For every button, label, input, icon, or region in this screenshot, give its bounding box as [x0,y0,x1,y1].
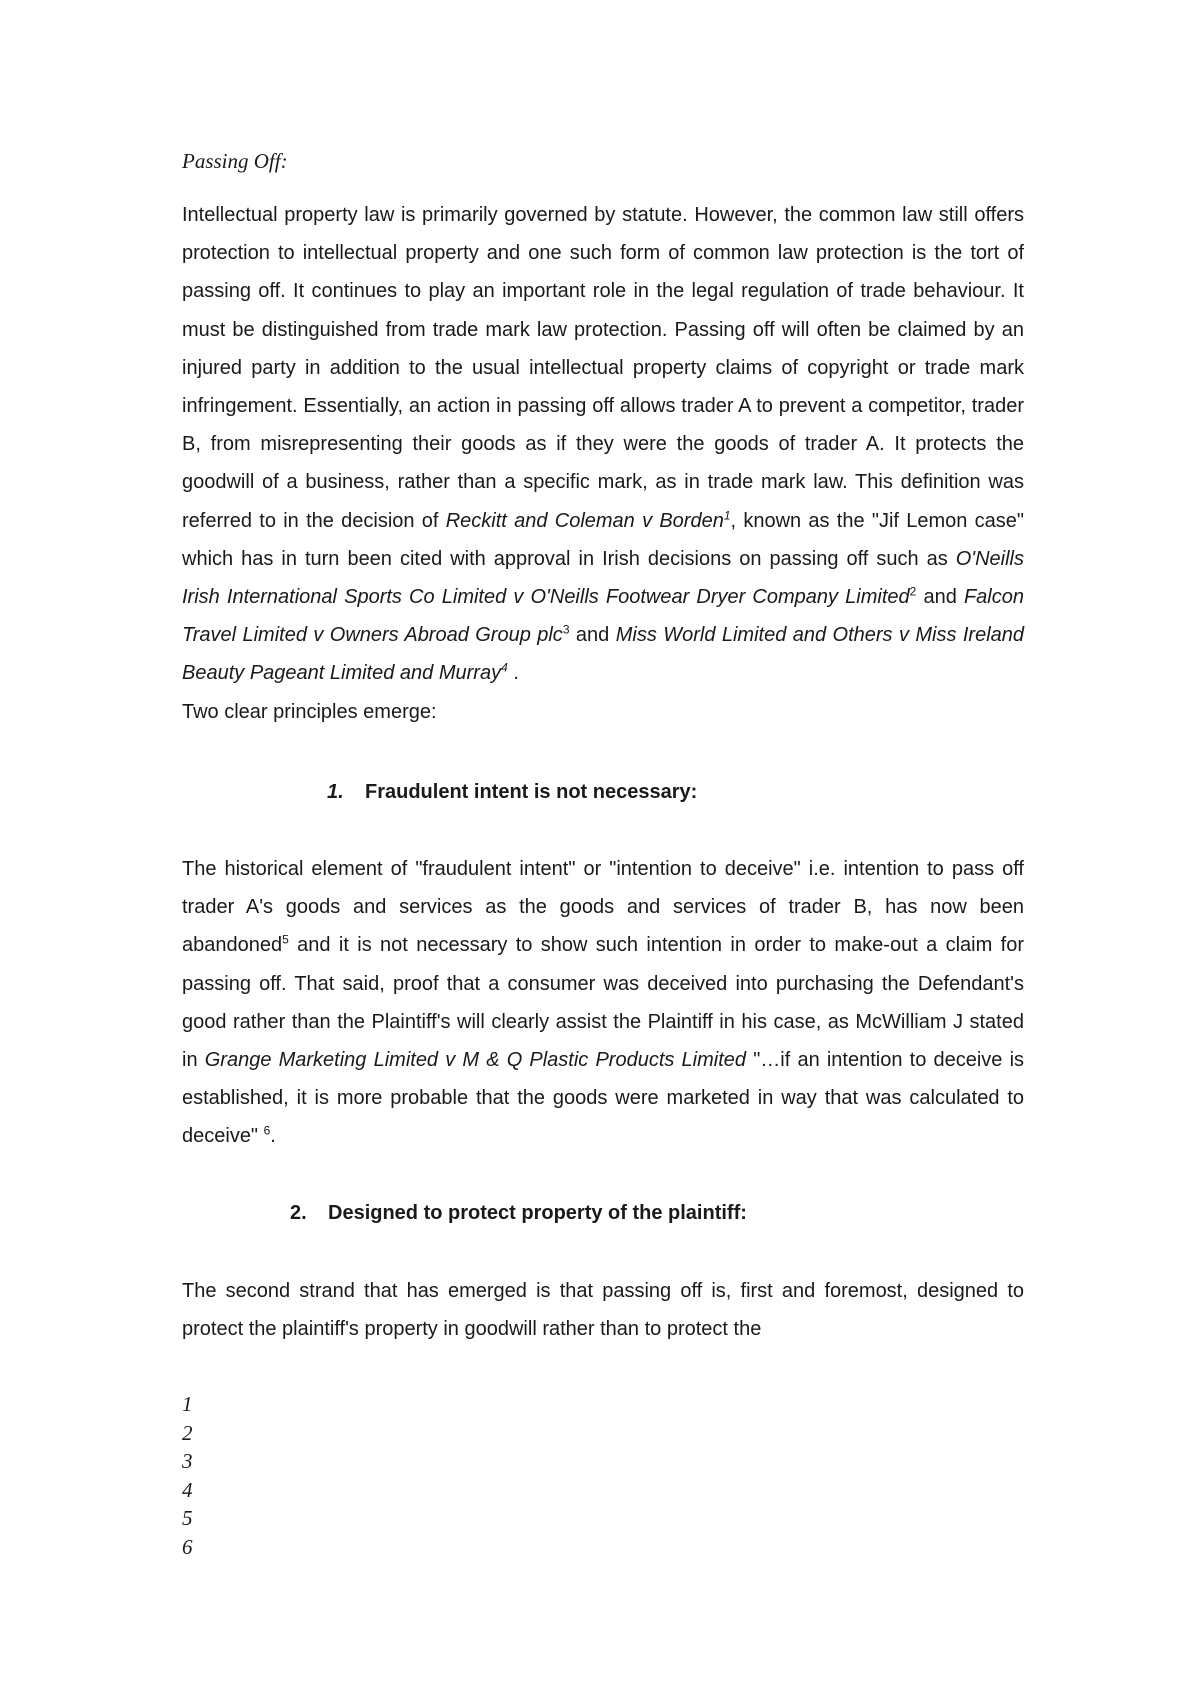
section-heading-2 [290,1200,747,1226]
section-1-paragraph [182,850,1024,1156]
footnote-ref-6: 6 [263,1123,271,1138]
footnote-ref-3: 3 [562,622,570,637]
page-title: Passing Off: [182,149,288,173]
section-1-text-1: The historical element of "fraudulent intent" or "intention to deceive" i.e. intention to pass off trader A's goods and services as the goods and services of trader B, has now been abandoned [182,858,1024,957]
intro-text-1: Intellectual property law is primarily governed by statute. However, the common law still offers protection to intellectual property and one such form of common law protection is the tort of passing off. It continues to play an important role in the legal regulation of trade behaviour. It must be distinguished from trade mark law protection. Passing off will often be claimed by an injured party in addition to the usual intellectual property claims of copyright or trade mark infringement. Essentially, an action in passing off allows trader A to prevent a competitor, trader B, from misrepresenting their goods as if they were the goods of trader A. It protects the goodwill of a business, rather than a specific mark, as in trade mark law. This definition was referred to in the decision of [182,204,1024,532]
intro-text-3: and [923,586,957,609]
case-citation-miss-world: Miss World Limited and Others v Miss Ireland Beauty Pageant Limited and Murray [182,624,1025,685]
footnote-marker: 6 [182,1534,193,1559]
section-2-body [182,1272,1024,1348]
section-2-paragraph: The second strand that has emerged is that passing off is, first and foremost, designed to protect the plaintiff's property in goodwill rather than to protect the [182,1280,1024,1341]
footnote-marker: 2 [182,1420,193,1445]
footnote-marker: 5 [182,1506,193,1530]
footnote-ref-4: 4 [501,660,508,675]
case-citation-grange: Grange Marketing Limited v M & Q Plastic Products Limited [204,1049,747,1072]
section-number-2: 2. [290,1202,307,1224]
section-heading-1 [327,779,697,805]
footnote-ref-1: 1 [723,507,731,522]
intro-paragraph [182,196,1024,693]
intro-text-5: . [513,662,519,685]
section-1-text-2: and it is not necessary to show such intention in order to make-out a claim for passing off. That said, proof that a consumer was deceived into purchasing the Defendant's good rather than the Plaintiff's will clearly assist the Plaintiff in his case, as McWilliam J stated in [182,934,1024,1072]
section-title-1: Fraudulent intent is not necessary: [365,781,698,803]
footnotes-list [182,1390,193,1561]
case-citation-oneills: O'Neills Irish International Sports Co Limited v O'Neills Footwear Dryer Company Limited [182,547,1024,609]
principles-lead: Two clear principles emerge: [182,700,437,723]
intro-text-4: and [575,624,610,647]
intro-section [182,196,1024,731]
section-title-2: Designed to protect property of the plaintiff: [328,1202,747,1224]
section-number-1: 1. [327,781,344,803]
section-1-text-4: . [270,1125,276,1148]
footnote-marker: 1 [182,1392,193,1416]
footnote-ref-5: 5 [282,932,289,947]
footnote-ref-2: 2 [909,584,917,599]
footnote-marker: 4 [182,1477,193,1502]
section-1-body [182,850,1024,1156]
intro-text-2: , known as the "Jif Lemon case" which has in turn been cited with approval in Irish decisions on passing off such as [182,509,1025,570]
section-1-quote: "…if an intention to deceive is established, it is more probable that the goods were marketed in way that was calculated to deceive" [182,1049,1025,1148]
case-citation-reckitt: Reckitt and Coleman v Borden [445,509,724,532]
footnote-marker: 3 [182,1449,193,1473]
case-citation-falcon: Falcon Travel Limited v Owners Abroad Group plc [182,586,1024,647]
